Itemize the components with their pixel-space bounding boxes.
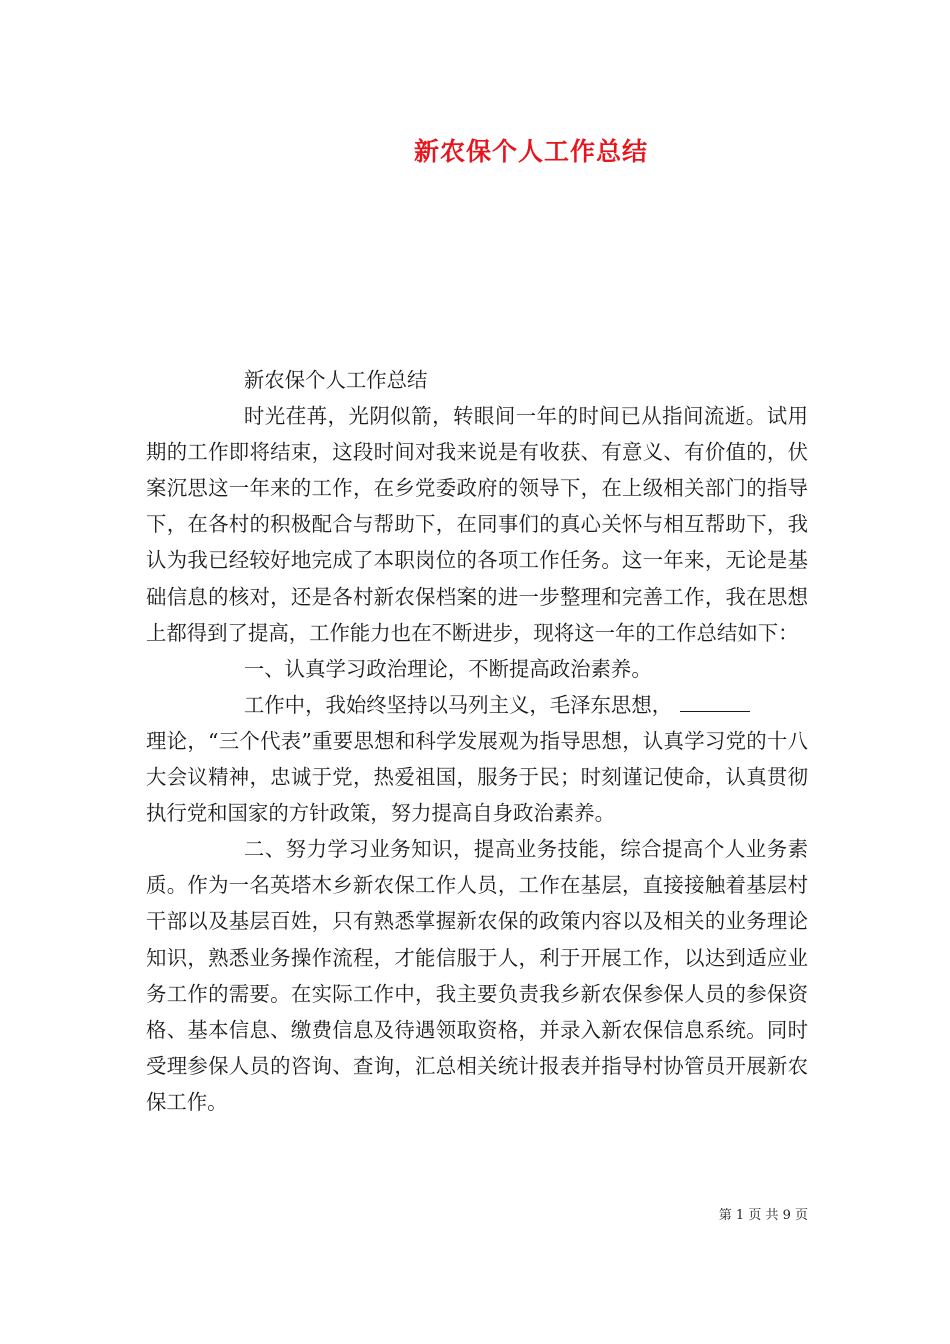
document-subtitle: 新农保个人工作总结 [243,368,428,392]
blank-line [680,691,750,712]
paragraph-intro: 时光荏苒，光阴似箭，转眼间一年的时间已从指间流逝。试用期的工作即将结束，这段时间对我来说是有收获、有意义、有价值的，伏案沉思这一年来的工作，在乡党委政府的领导下，在上级相关部门的指导下，在各村的积极配合与帮助下，在同事们的真心关怀与相互帮助下，我认为我已经较好地完成了本职岗位的各项工作任务。这一年来，无论是基础信息的核对，还是各村新农保档案的进一步整理和完善工作，我在思想上都得到了提高，工作能力也在不断进步，现将这一年的工作总结如下： [146,404,808,645]
paragraph-politics-rest: 理论，“三个代表”重要思想和科学发展观为指导思想，认真学习党的十八大会议精神，忠诚于党，热爱祖国，服务于民；时刻谨记使命，认真贯彻执行党和国家的方针政策，努力提高自身政治素养。 [146,728,808,826]
page-footer: 第 1 页 共 9 页 [718,1208,808,1223]
document-body [146,362,808,1120]
paragraph-politics-start: 工作中，我始终坚持以马列主义，毛泽东思想， [243,692,673,717]
paragraph-politics [146,687,808,831]
section-heading-1: 一、认真学习政治理论，不断提高政治素养。 [243,656,652,681]
paragraph-business: 二、努力学习业务知识，提高业务技能，综合提高个人业务素质。作为一名英塔木乡新农保工作人员，工作在基层，直接接触着基层村干部以及基层百姓，只有熟悉掌握新农保的政策内容以及相关的业务理论知识，熟悉业务操作流程，才能信服于人，利于开展工作，以达到适应业务工作的需要。在实际工作中，我主要负责我乡新农保参保人员的参保资格、基本信息、缴费信息及待遇领取资格，并录入新农保信息系统。同时受理参保人员的咨询、查询，汇总相关统计报表并指导村协管员开展新农保工作。 [146,837,808,1114]
page-title: 新农保个人工作总结 [413,137,648,166]
